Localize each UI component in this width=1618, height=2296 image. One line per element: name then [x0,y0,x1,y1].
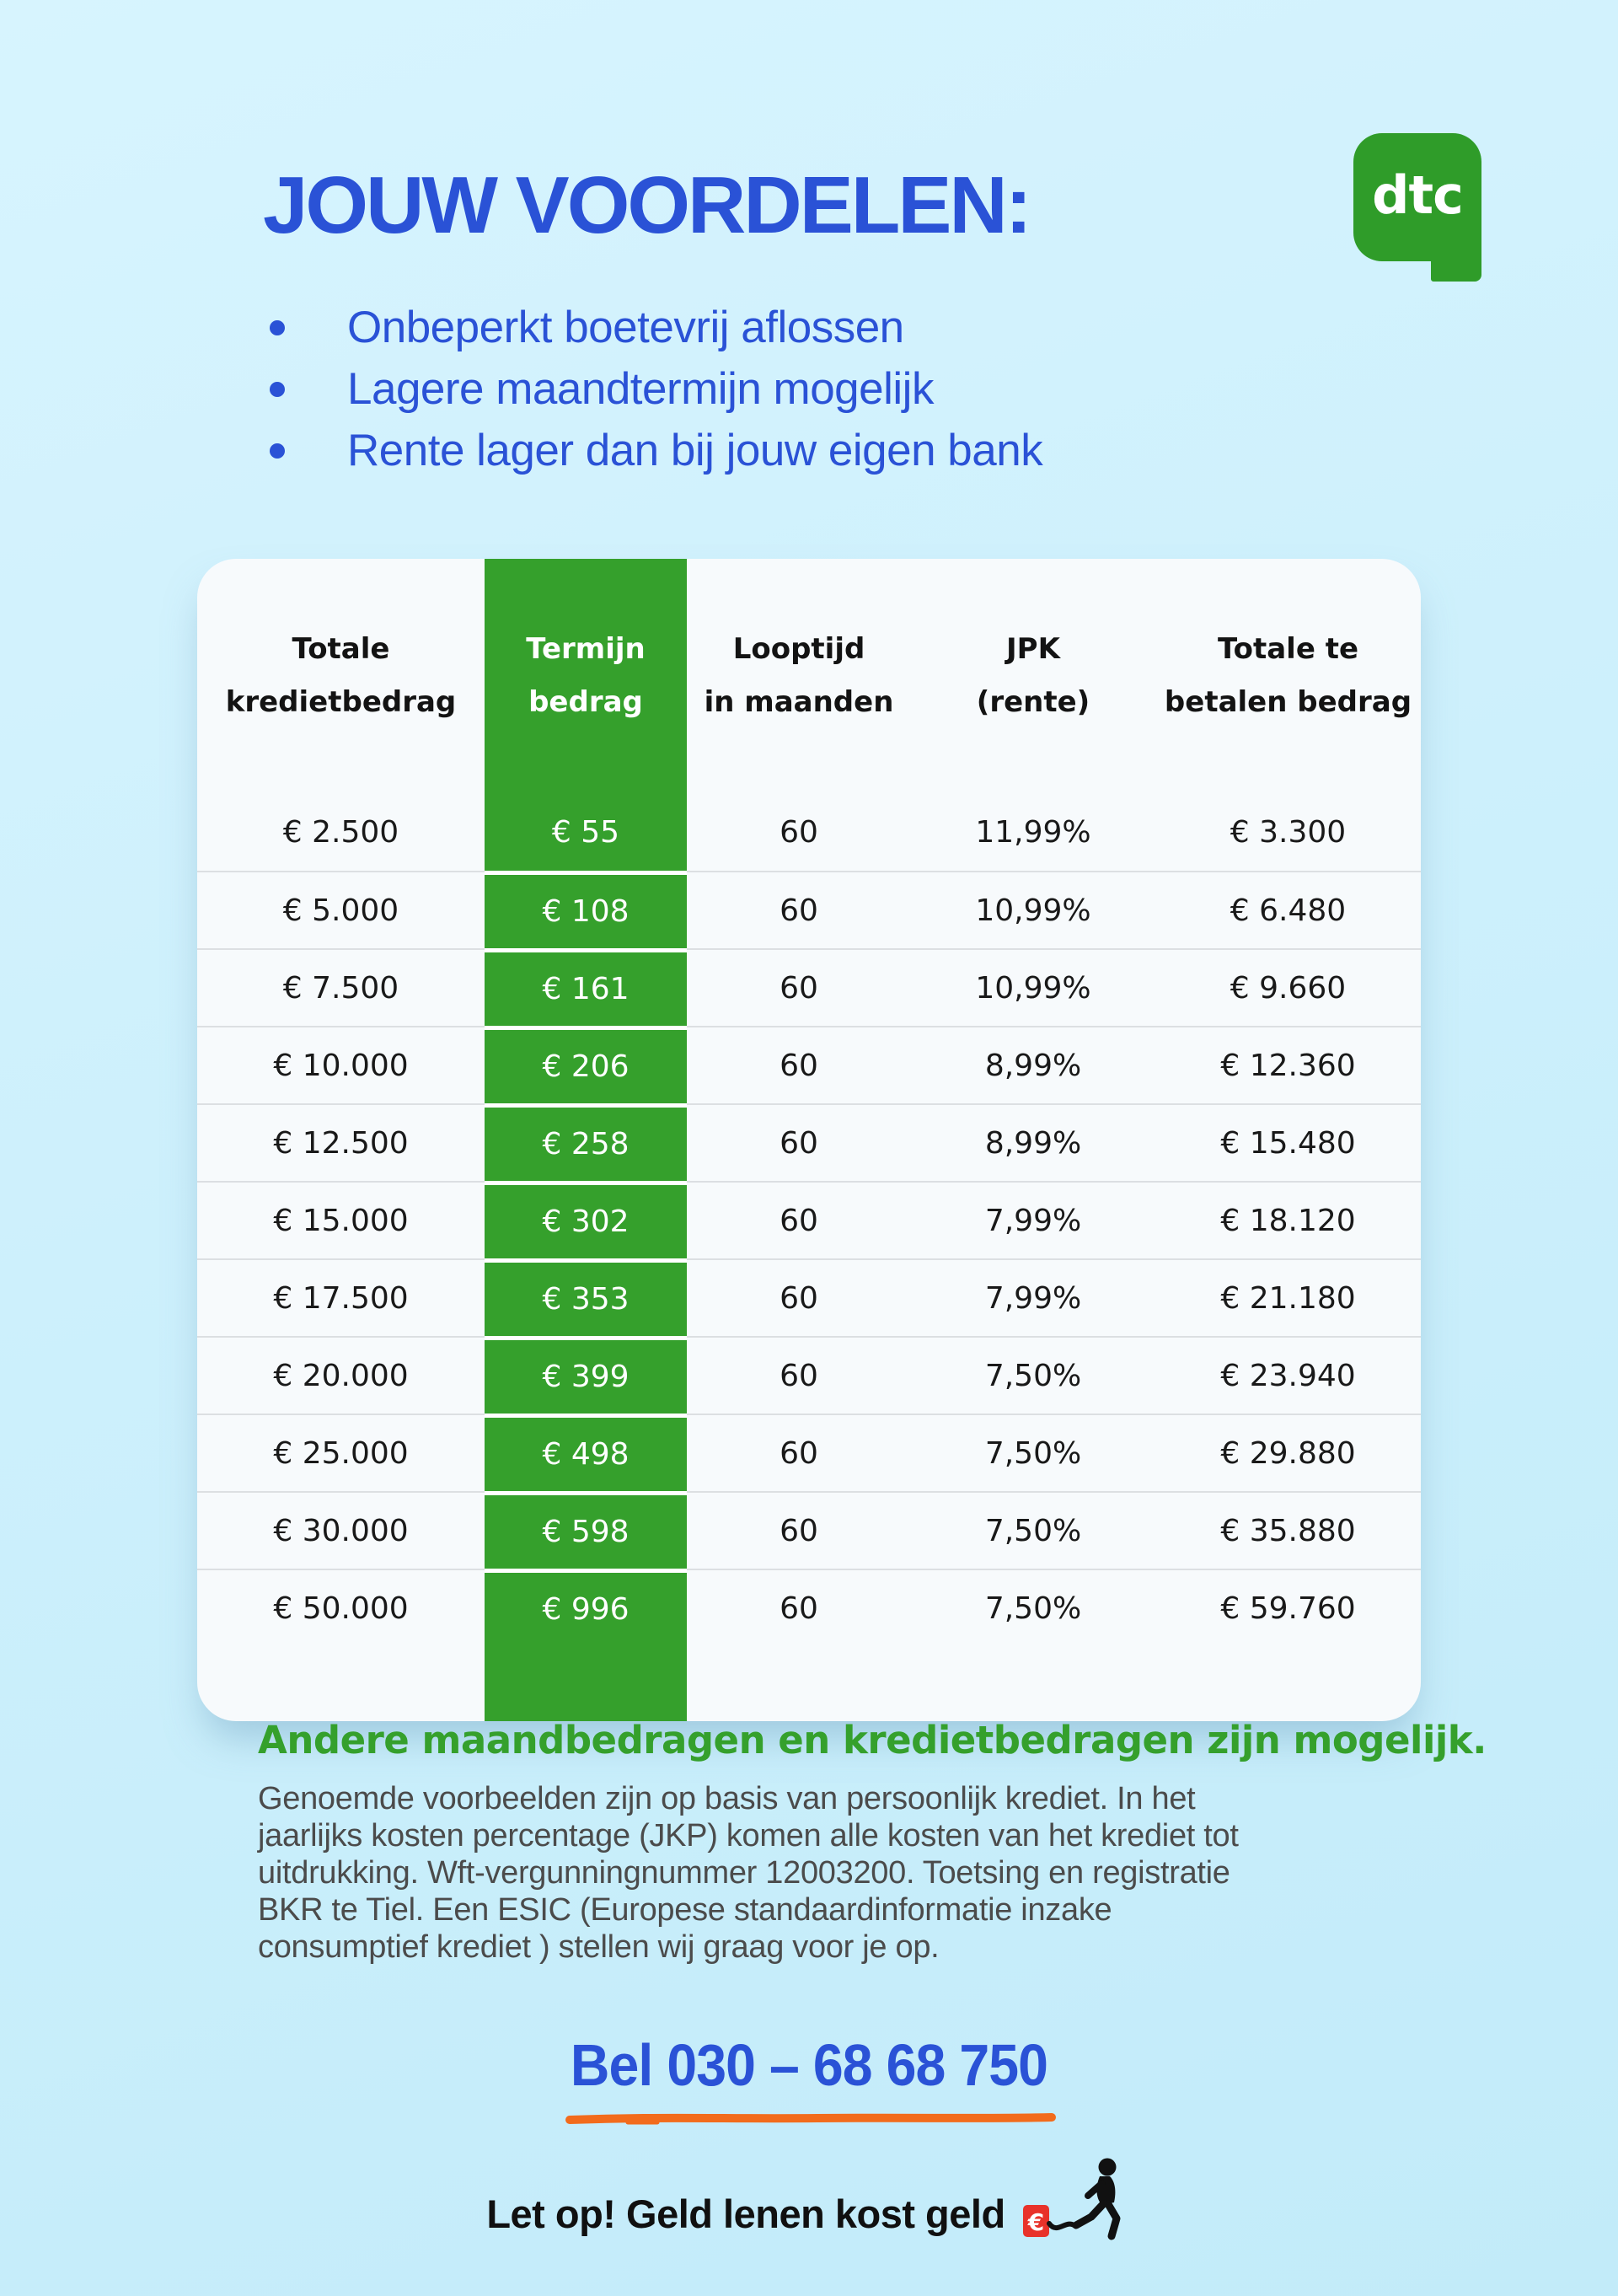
table-cell: 60 [687,1414,911,1491]
loan-table-card [197,559,1421,1721]
table-row [197,1491,1421,1569]
benefit-label: Rente lager dan bij jouw eigen bank [347,426,1043,475]
termijn-cell: € 498 [485,1414,687,1491]
bullet-dot-icon [270,320,285,335]
column-header-2: Termijn bedrag [485,559,687,793]
table-filler-row [197,1646,1421,1721]
table-cell: 7,50% [911,1569,1155,1646]
table-cell: 7,50% [911,1491,1155,1569]
phone-underline-icon [565,2111,1058,2127]
benefits-list [270,297,1042,481]
table-cell: 10,99% [911,948,1155,1026]
table-cell: 7,99% [911,1181,1155,1258]
table-cell: 7,99% [911,1258,1155,1336]
table-cell: 60 [687,1181,911,1258]
dtc-logo [1353,133,1481,261]
disclaimer-line: BKR te Tiel. Een ESIC (Europese standaardinformatie inzake [258,1892,1112,1928]
dtc-logo-text: dtc [1372,164,1463,226]
table-cell: € 20.000 [197,1336,485,1414]
termijn-cell: € 996 [485,1569,687,1646]
table-row [197,1569,1421,1646]
termijn-cell [485,1646,687,1721]
table-cell: 8,99% [911,1103,1155,1181]
termijn-cell: € 353 [485,1258,687,1336]
column-header-1: Totale kredietbedrag [225,632,457,719]
table-cell [1155,1646,1421,1721]
table-cell: € 9.660 [1155,948,1421,1026]
disclaimer-line: consumptief krediet ) stellen wij graag voor je op. [258,1929,940,1965]
table-row [197,1103,1421,1181]
benefit-item [270,420,1042,481]
termijn-cell: € 258 [485,1103,687,1181]
table-row [197,1026,1421,1103]
table-cell: € 25.000 [197,1414,485,1491]
table-cell: € 17.500 [197,1258,485,1336]
termijn-cell: € 161 [485,948,687,1026]
table-cell: 60 [687,1336,911,1414]
credit-warning-icon [1021,2154,1132,2250]
svg-text:€: € [1027,2208,1044,2236]
termijn-cell: € 302 [485,1181,687,1258]
table-cell [911,1646,1155,1721]
benefit-item [270,297,1042,358]
table-cell [687,1646,911,1721]
phone-number-link[interactable]: Bel 030 – 68 68 750 [570,2032,1048,2098]
table-cell: 60 [687,1491,911,1569]
termijn-cell: € 55 [485,793,687,871]
table-row [197,1336,1421,1414]
termijn-cell: € 598 [485,1491,687,1569]
table-cell: € 2.500 [282,814,399,850]
table-cell: 60 [687,871,911,948]
table-row [197,1258,1421,1336]
table-cell: 60 [780,814,818,850]
table-row [197,1181,1421,1258]
table-cell: € 6.480 [1155,871,1421,948]
termijn-cell: € 108 [485,871,687,948]
table-cell: € 3.300 [1230,814,1347,850]
table-cell: € 23.940 [1155,1336,1421,1414]
table-cell: € 12.500 [197,1103,485,1181]
benefit-label: Onbeperkt boetevrij aflossen [347,303,904,352]
table-cell: 60 [687,1026,911,1103]
benefit-item [270,358,1042,420]
table-cell: € 18.120 [1155,1181,1421,1258]
table-cell: 60 [687,948,911,1026]
table-cell: € 7.500 [197,948,485,1026]
table-row [197,871,1421,948]
table-cell: € 10.000 [197,1026,485,1103]
table-header-row [197,559,1421,793]
table-cell: € 21.180 [1155,1258,1421,1336]
table-row [197,948,1421,1026]
disclaimer-text [258,1780,1239,1966]
table-cell: € 29.880 [1155,1414,1421,1491]
table-cell: € 59.760 [1155,1569,1421,1646]
credit-warning-text: Let op! Geld lenen kost geld [486,2191,1005,2236]
table-cell: € 5.000 [197,871,485,948]
disclaimer-line: jaarlijks kosten percentage (JKP) komen alle kosten van het krediet tot [258,1818,1239,1853]
table-body [197,793,1421,1646]
table-cell: € 30.000 [197,1491,485,1569]
table-cell: 7,50% [911,1414,1155,1491]
table-cell: € 35.880 [1155,1491,1421,1569]
bullet-dot-icon [270,443,285,459]
table-row [197,1414,1421,1491]
table-cell: 10,99% [911,871,1155,948]
disclaimer-line: Genoemde voorbeelden zijn op basis van persoonlijk krediet. In het [258,1781,1196,1816]
table-cell: € 50.000 [197,1569,485,1646]
table-cell: € 12.360 [1155,1026,1421,1103]
table-cell: 7,50% [911,1336,1155,1414]
benefit-label: Lagere maandtermijn mogelijk [347,364,934,414]
disclaimer-line: uitdrukking. Wft-vergunningnummer 12003200. Toetsing en registratie [258,1855,1230,1891]
page-title: JOUW VOORDELEN: [263,160,1030,250]
table-cell: 8,99% [911,1026,1155,1103]
subheading: Andere maandbedragen en kredietbedragen zijn mogelijk. [258,1718,1487,1762]
table-cell: € 15.000 [197,1181,485,1258]
table-cell: 60 [687,1258,911,1336]
credit-warning [0,2154,1618,2250]
table-cell: € 15.480 [1155,1103,1421,1181]
column-header-4: JPK (rente) [976,632,1090,719]
table-cell: 60 [687,1569,911,1646]
column-header-3: Looptijd in maanden [704,632,894,719]
table-row [197,793,1421,871]
table-cell [197,1646,485,1721]
termijn-cell: € 206 [485,1026,687,1103]
termijn-cell: € 399 [485,1336,687,1414]
column-header-5: Totale te betalen bedrag [1164,632,1412,719]
table-cell: 11,99% [975,814,1091,850]
bullet-dot-icon [270,382,285,397]
table-cell: 60 [687,1103,911,1181]
